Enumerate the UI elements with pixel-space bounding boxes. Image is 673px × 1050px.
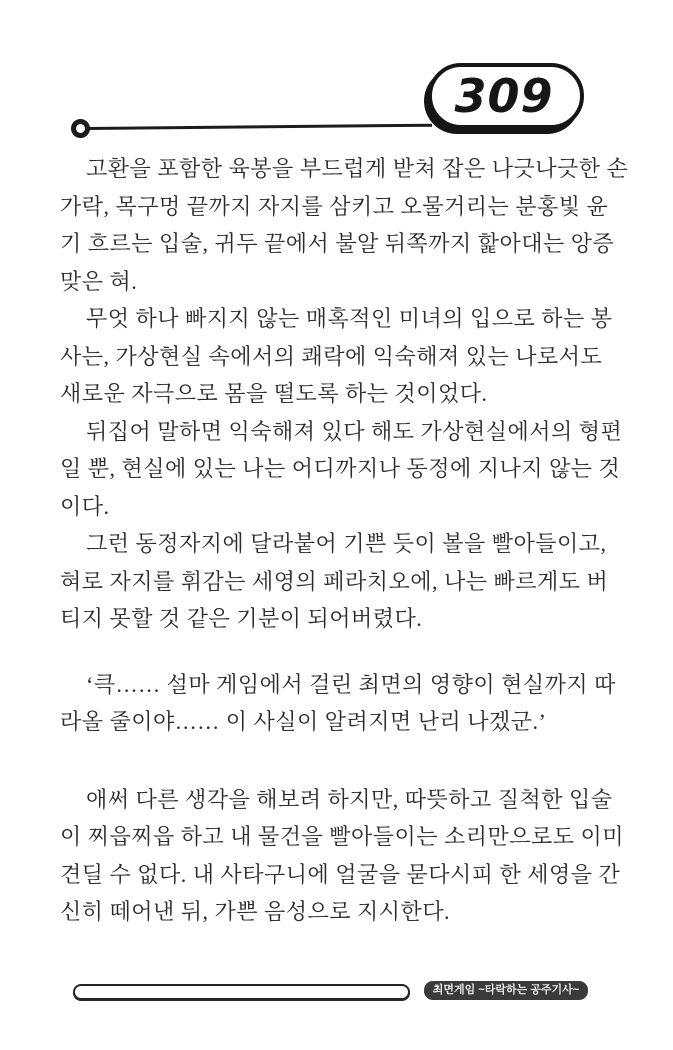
text-line: ‘큭…… 설마 게임에서 걸린 최면의 영향이 현실까지 따 <box>86 671 616 697</box>
text-line: 기 흐르는 입술, 귀두 끝에서 불알 뒤쪽까지 핥아대는 앙증 <box>60 231 615 256</box>
text-line: 라올 줄이야…… 이 사실이 알려지면 난리 나겠군.’ <box>60 709 547 734</box>
text-line: 이 찌읍찌읍 하고 내 물건을 빨아들이는 소리만으로도 이미 <box>60 824 625 849</box>
paragraph <box>60 525 616 638</box>
text-line: 뒤집어 말하면 익숙해져 있다 해도 가상현실에서의 형편 <box>86 418 623 444</box>
text-line: 고환을 포함한 육봉을 부드럽게 받쳐 잡은 나긋나긋한 손 <box>86 156 629 181</box>
page-number-badge <box>428 63 584 129</box>
book-title: 최면게임 ~타락하는 공주기사~ <box>432 984 580 996</box>
paragraph <box>60 150 629 300</box>
text-line: 새로운 자극으로 몸을 떨도록 하는 것이었다. <box>60 381 488 406</box>
text-line: 티지 못할 것 같은 기분이 되어버렸다. <box>60 606 423 631</box>
page-number: 309 <box>454 69 554 123</box>
text-line: 애써 다른 생각을 해보려 하지만, 따뜻하고 질척한 입술 <box>86 786 613 812</box>
paragraph <box>60 413 623 526</box>
text-line: 가락, 목구멍 끝까지 자지를 삼키고 오물거리는 분홍빛 윤 <box>60 193 609 219</box>
text-line: 맞은 혀. <box>60 268 138 294</box>
footer-blank-pill <box>73 984 410 1000</box>
text-line: 신히 떼어낸 뒤, 가쁜 음성으로 지시한다. <box>60 899 451 924</box>
text-line: 견딜 수 없다. 내 사타구니에 얼굴을 묻다시피 한 세영을 간 <box>60 861 621 887</box>
text-line: 무엇 하나 빠지지 않는 매혹적인 미녀의 입으로 하는 봉 <box>86 306 613 331</box>
text-line: 사는, 가상현실 속에서의 쾌락에 익숙해져 있는 나로서도 <box>60 343 603 369</box>
paragraph <box>60 300 616 413</box>
text-line: 그런 동정자지에 달라붙어 기쁜 듯이 볼을 빨아들이고, <box>86 531 607 556</box>
paragraph-inner-thought <box>60 666 616 741</box>
paragraph <box>60 781 625 931</box>
text-line: 혀로 자지를 휘감는 세영의 페라치오에, 나는 빠르게도 버 <box>60 568 609 594</box>
text-line: 일 뿐, 현실에 있는 나는 어디까지나 동정에 지나지 않는 것 <box>60 456 621 481</box>
text-line: 이다. <box>60 493 110 519</box>
book-title-badge <box>424 981 588 1000</box>
page-body <box>60 150 629 931</box>
header-rule <box>87 124 432 130</box>
